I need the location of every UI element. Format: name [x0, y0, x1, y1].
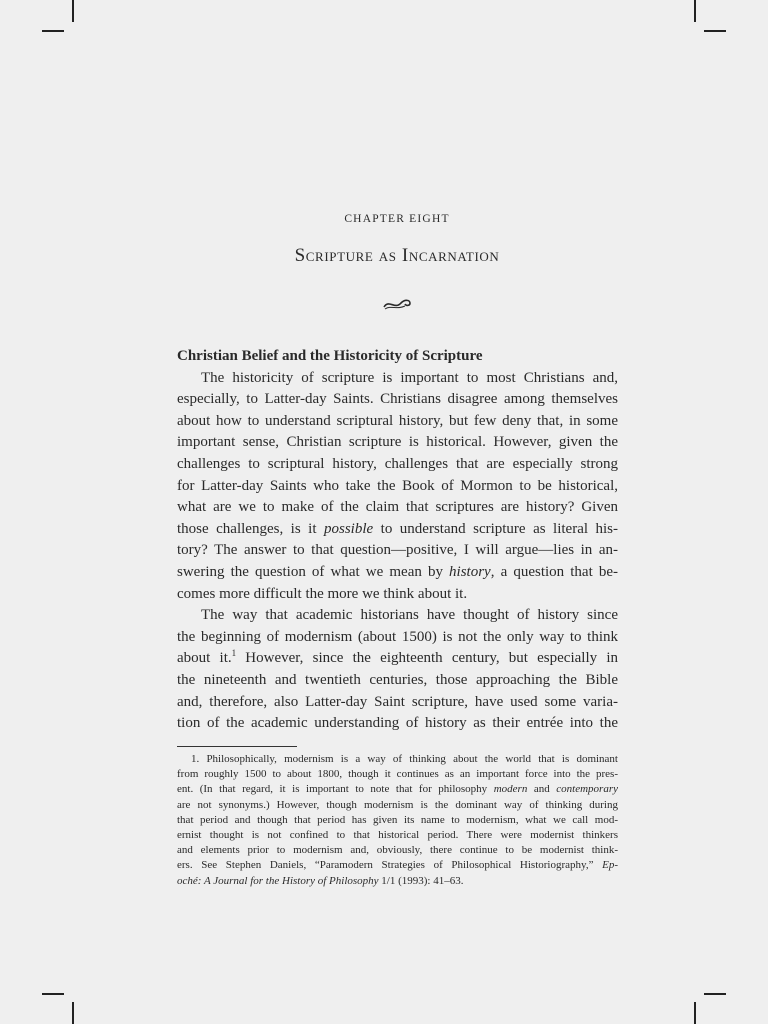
italic-word: possible [324, 520, 374, 537]
crop-mark-top-left [72, 0, 74, 22]
body-line: about how to understand scriptural history, but few deny that, in some [177, 412, 618, 429]
footnote-line [177, 874, 618, 889]
italic-word: contemporary [556, 783, 619, 796]
text-run: and [527, 783, 557, 796]
body-line: especially, to Latter-day Saints. Christians disagree among themselves [177, 391, 618, 408]
text-run: about it. [177, 650, 232, 667]
body-line: The historicity of scripture is important to most Christians and, [201, 369, 618, 386]
body-line: the nineteenth and twentieth centuries, those approaching the Bible [177, 671, 618, 688]
footnote-line [177, 858, 618, 873]
crop-mark-bottom-right [694, 1002, 696, 1024]
body-line: challenges to scriptural history, challenges that are especially strong [177, 455, 618, 472]
body-line [177, 562, 618, 584]
body-line: for Latter-day Saints who take the Book of Mormon to be historical, [177, 477, 618, 494]
crop-mark-top-right-h [704, 30, 726, 32]
text-run: to understand scripture as literal his- [373, 520, 619, 537]
flourish-ornament-icon [381, 294, 413, 314]
body-line [177, 648, 618, 670]
footnote-ref[interactable]: 1 [231, 648, 237, 659]
text-run: swering the question of what we mean by [177, 563, 450, 580]
body-line: what are we to make of the claim that scriptures are history? Given [177, 499, 618, 516]
body-line: tion of the academic understanding of history as their entrée into the [177, 715, 618, 732]
footnote-line: ernist thought is not confined to that historical period. There were modernist thinkers [177, 829, 618, 842]
body-line: the beginning of modernism (about 1500) is not the only way to think [177, 628, 618, 645]
body-line [177, 519, 618, 541]
text-run: , a question that be- [490, 563, 618, 580]
body-line: important sense, Christian scripture is historical. However, given the [177, 434, 618, 451]
chapter-label: CHAPTER EIGHT [344, 213, 450, 225]
crop-mark-top-left-h [42, 30, 64, 32]
text-run: those challenges, is it [177, 520, 324, 537]
text-run: 1/1 (1993): 41–63. [378, 874, 464, 887]
body-text [177, 346, 618, 735]
footnote-line [177, 782, 618, 797]
footnote-line: and elements prior to modernism and, obviously, there continue to be modernist think- [177, 844, 618, 857]
italic-word: history [449, 563, 491, 580]
footnote [177, 752, 618, 889]
crop-mark-top-right [694, 0, 696, 22]
body-line: comes more difficult the more we think about it. [177, 585, 468, 602]
body-line: tory? The answer to that question—positive, I will argue—lies in an- [177, 542, 618, 559]
text-run: ers. See Stephen Daniels, “Paramodern Strategies of Philosophical Historiography,” [177, 859, 603, 872]
footnote-line: are not synonyms.) However, though modernism is the dominant way of thinking during [177, 798, 618, 811]
footnote-line: 1. Philosophically, modernism is a way of thinking about the world that is dominant [191, 753, 618, 765]
footnote-divider [177, 746, 297, 747]
text-run: However, since the eighteenth century, but especially in [236, 650, 618, 667]
text-run: ent. (In that regard, it is important to note that for philosophy [177, 783, 494, 796]
crop-mark-bottom-right-h [704, 993, 726, 995]
italic-word: modern [493, 783, 528, 796]
section-heading: Christian Belief and the Historicity of Scripture [177, 348, 483, 364]
italic-citation: oché: A Journal for the History of Philosophy [177, 874, 379, 887]
italic-citation: Ep- [602, 859, 618, 872]
body-line: and, therefore, also Latter-day Saint scripture, have used some varia- [177, 693, 618, 710]
footnote-line: from roughly 1500 to about 1800, though it continues as an important force into the pres- [177, 768, 618, 781]
chapter-title: Scripture as Incarnation [294, 245, 500, 266]
crop-mark-bottom-left-h [42, 993, 64, 995]
body-line: The way that academic historians have thought of history since [201, 607, 618, 624]
footnote-line: that period and though that period has given its name to modernism, what we call mod- [177, 813, 618, 826]
crop-mark-bottom-left [72, 1002, 74, 1024]
